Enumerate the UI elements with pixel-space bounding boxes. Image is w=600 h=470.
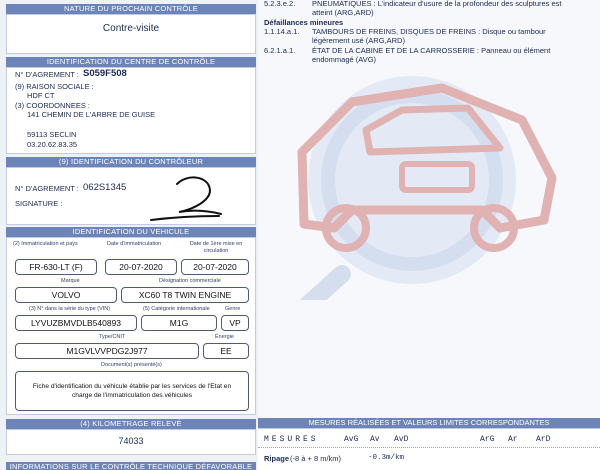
genre-label: Genre <box>225 306 241 312</box>
immat-label: (2) Immatriculation et pays <box>13 241 78 247</box>
mesures-divider <box>258 447 600 448</box>
mesures-title: MESURES <box>264 435 319 444</box>
nature-value: Contre-visite <box>102 23 160 34</box>
item2-text-b: légèrement usé (ARG,ARD) <box>312 36 405 45</box>
kilometrage-value: 74033 <box>118 436 144 446</box>
date-immat-field: 20-07-2020 <box>105 259 177 275</box>
categorie-label: (5) Catégorie internationale <box>143 306 210 312</box>
kilometrage-box <box>6 429 256 455</box>
col-avd: AvD <box>394 435 409 444</box>
col-av: Av <box>370 435 380 444</box>
item3-code: 6.2.1.a.1. <box>264 46 296 55</box>
coordonnees-label: (3) COORDONNEES : <box>15 101 91 110</box>
mineures-label: Défaillances mineures <box>264 18 344 27</box>
energie-label: Énergie <box>215 334 234 340</box>
vin-field: LYVUZBMVDLB540893 <box>15 315 137 331</box>
date-first-field: 20-07-2020 <box>181 259 249 275</box>
signature-image <box>143 172 225 224</box>
item3-text-b: endommagé (AVG) <box>312 55 377 64</box>
controleur-agrement-value: 062S1345 <box>83 182 127 193</box>
item2-text-a: TAMBOURS DE FREINS, DISQUES DE FREINS : Disque ou tambour <box>312 27 546 36</box>
designation-label: Désignation commerciale <box>159 278 221 284</box>
type-label: Type/CNIT <box>99 334 126 340</box>
col-avg: AvG <box>344 435 359 444</box>
right-column <box>258 0 600 470</box>
defaillance-item-2 <box>264 27 598 36</box>
immat-field: FR-630-LT (F) <box>15 259 97 275</box>
documents-label: Document(s) présenté(s) <box>101 362 162 368</box>
ripage-label: Ripage <box>264 454 290 463</box>
nature-header: NATURE DU PROCHAIN CONTRÔLE <box>6 4 256 14</box>
centre-agrement-label: N° D'AGREMENT : <box>15 70 79 79</box>
address-line-2: 59113 SECLIN <box>27 130 77 139</box>
item1-text-b: atteint (ARG,ARD) <box>312 8 374 17</box>
col-ard: ArD <box>536 435 551 444</box>
signature-label: SIGNATURE : <box>15 199 63 208</box>
marque-label: Marque <box>61 278 80 284</box>
centre-agrement-value: S059F508 <box>83 68 127 79</box>
car-watermark <box>282 60 582 300</box>
marque-field: VOLVO <box>15 287 117 303</box>
left-column <box>0 0 258 470</box>
item2-code: 1.1.14.a.1. <box>264 27 300 36</box>
vehicule-box <box>6 237 256 415</box>
kilometrage-header: (4) KILOMETRAGE RELEVÉ <box>6 419 256 429</box>
defaillance-item-1 <box>264 0 598 8</box>
item3-text-a: ÉTAT DE LA CABINE ET DE LA CARROSSERIE : Panneau ou élément <box>312 46 551 55</box>
item1-code: 5.2.3.e.2. <box>264 0 296 8</box>
defaillance-item-3 <box>264 46 598 55</box>
designation-field: XC60 T8 TWIN ENGINE <box>121 287 249 303</box>
controleur-agrement-label: N° D'AGREMENT : <box>15 184 79 193</box>
bottom-header: INFORMATIONS SUR LE CONTRÔLE TECHNIQUE DÉFAVORABLE <box>6 462 256 470</box>
col-ar: Ar <box>508 435 518 444</box>
phone-number: 03.20.62.83.35 <box>27 140 78 149</box>
address-line-1: 141 CHEMIN DE L'ARBRE DE GUISE <box>27 110 156 119</box>
controleur-header: (9) IDENTIFICATION DU CONTRÔLEUR <box>6 157 256 167</box>
controleur-box <box>6 167 256 225</box>
item1-text-a: PNEUMATIQUES : L'indicateur d'usure de la profondeur des sculptures est <box>312 0 562 8</box>
col-arg: ArG <box>480 435 495 444</box>
date-immat-label: Date d'immatriculation <box>107 241 162 247</box>
date-first-label: Date de 1ère mise en circulation <box>189 241 243 254</box>
raison-sociale-value: HDF CT <box>27 91 55 100</box>
mesures-header: MESURES RÉALISÉES ET VALEURS LIMITES CORRESPONDANTES <box>258 418 600 428</box>
vehicule-header: IDENTIFICATION DU VEHICULE <box>6 227 256 237</box>
vin-label: (3) N° dans la série du type (VIN) <box>29 306 111 312</box>
ripage-limits: (-8 à + 8 m/km) <box>290 454 342 463</box>
raison-sociale-label: (9) RAISON SOCIALE : <box>15 82 94 91</box>
documents-field: Fiche d'identification du véhicule établie par les services de l'Etat en charge de l'immatriculation des véhicules <box>15 371 249 411</box>
genre-field: VP <box>221 315 249 331</box>
nature-box <box>6 14 256 54</box>
ripage-value: -0.3m/km <box>368 454 405 462</box>
mesures-panel <box>258 428 600 470</box>
type-field: M1GVLVVPDG2J977 <box>15 343 199 359</box>
categorie-field: M1G <box>141 315 217 331</box>
energie-field: EE <box>203 343 249 359</box>
centre-header: IDENTIFICATION DU CENTRE DE CONTRÔLE <box>6 57 256 67</box>
centre-box <box>6 67 256 154</box>
